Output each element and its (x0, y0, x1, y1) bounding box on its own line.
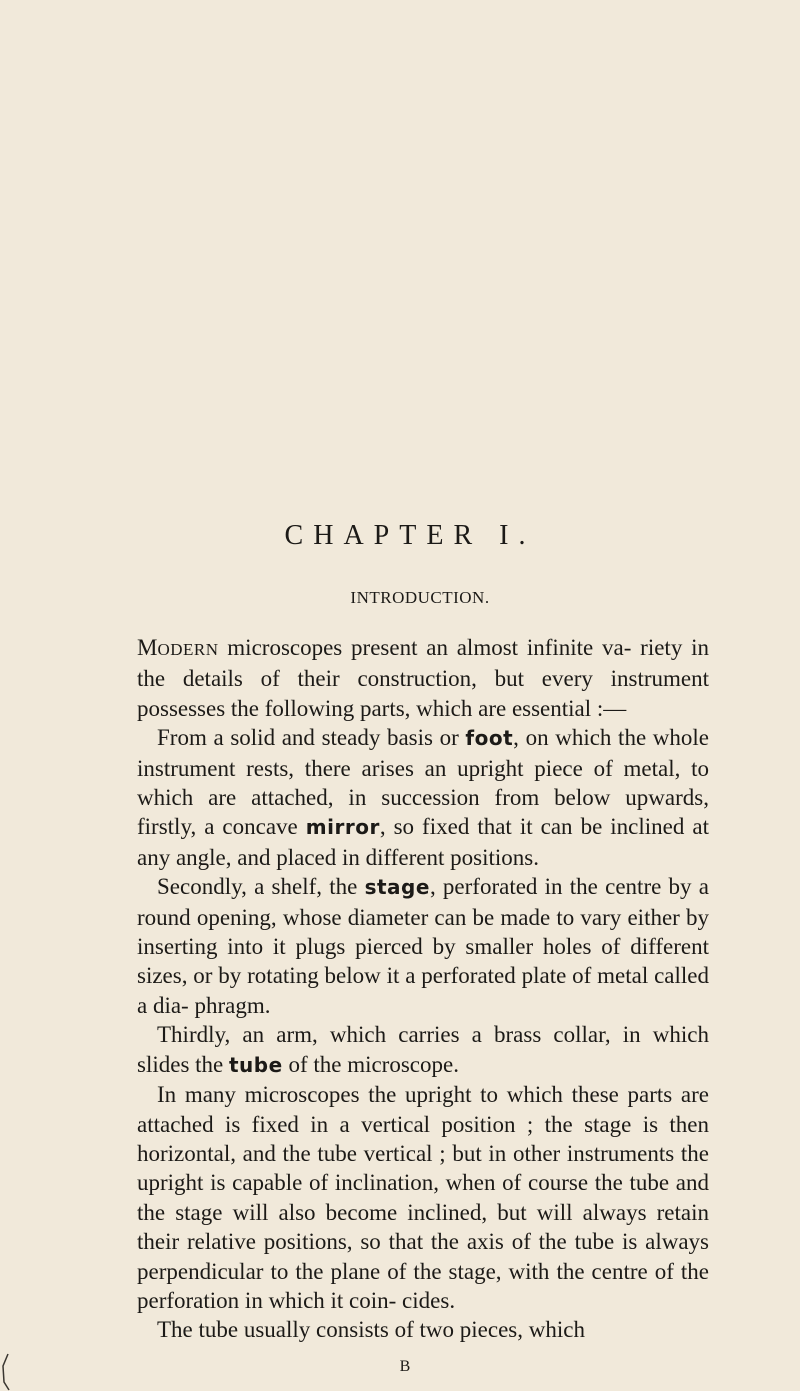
term-mirror: mirror (305, 815, 380, 840)
signature-mark: B (399, 1358, 411, 1375)
term-stage: stage (364, 875, 430, 900)
small-caps-lead (137, 635, 219, 660)
paragraph-1 (137, 633, 709, 723)
paragraph-4-before: Thirdly, an arm, which carries a brass collar, in which slides the (137, 1022, 709, 1077)
paragraph-3 (137, 872, 709, 1020)
term-tube: tube (229, 1052, 283, 1077)
paragraph-5: In many microscopes the upright to which these parts are attached is fixed in a vertical position ; the stage is then horizontal, and the tube vertical ; but in other instruments the upright is capable of inclination, when of course the tube and the stage will also become inclined, but will always retain their relative positions, so that the axis of the tube is always perpendicular to the plane of the stage, with the centre of the perforation in which it coin- cides. (137, 1082, 709, 1313)
paragraph-2-middle: , on which the whole instrument rests, there arises an upright piece of metal, to which are attached, in succession from below upwards, firstly, a concave (137, 725, 710, 840)
chapter-heading: CHAPTER I. (284, 520, 536, 551)
term-foot: foot (465, 726, 514, 751)
paragraph-2 (137, 723, 709, 872)
small-caps-initial: M (137, 635, 158, 660)
paragraph-2-after: , so fixed that it can be inclined at any angle, and placed in different positions. (137, 814, 709, 870)
paragraph-6: The tube usually consists of two pieces, which (157, 1317, 585, 1343)
body-text (137, 633, 709, 1345)
paragraph-4 (137, 1020, 709, 1080)
small-caps-rest: ODERN (157, 640, 219, 659)
paragraph-2-before: From a solid and steady basis or (157, 725, 466, 751)
page-edge-mark (0, 1352, 12, 1391)
paragraph-4-after: of the microscope. (282, 1051, 459, 1077)
paragraph-3-before: Secondly, a shelf, the (157, 874, 365, 900)
paragraph-3-after: , perforated in the centre by a round opening, whose diameter can be made to vary either by inserting into it plugs pierced by smaller holes of different sizes, or by rotating below it a perforated plate of metal called a dia- phragm. (137, 874, 709, 1018)
section-heading: INTRODUCTION. (350, 588, 490, 607)
paragraph-1-text: microscopes present an almost infinite va- riety in the details of their construction, but every instrument possesses the following parts, which are essential :— (137, 635, 709, 721)
